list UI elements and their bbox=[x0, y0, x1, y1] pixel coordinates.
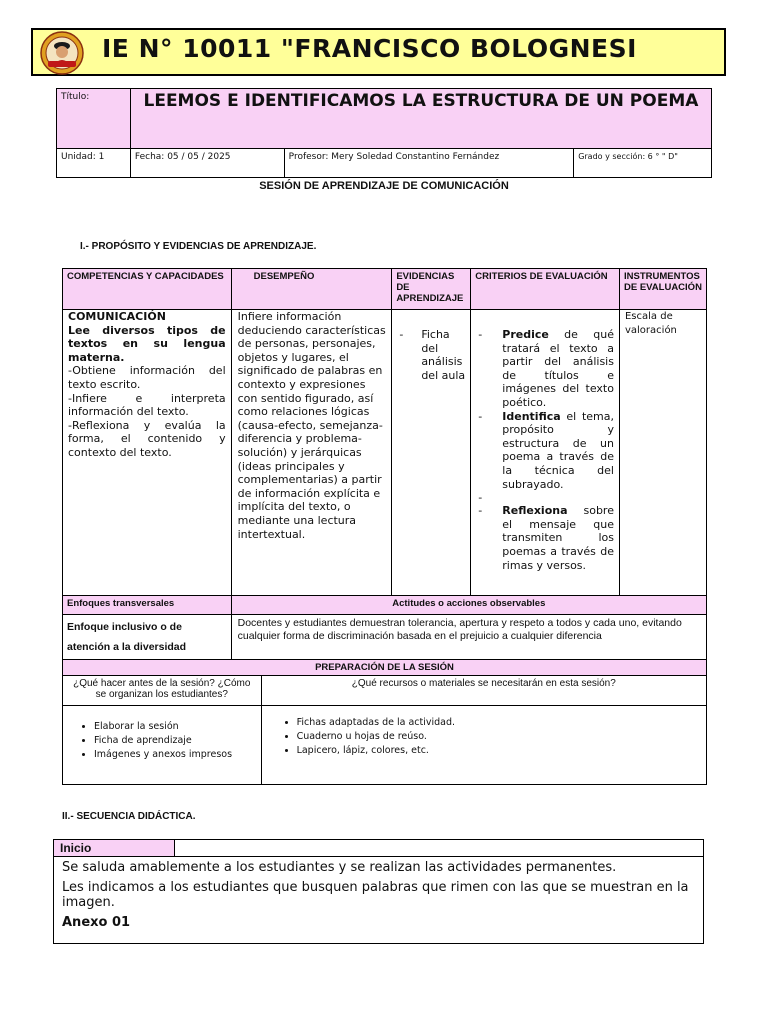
antes-header: ¿Qué hacer antes de la sesión? ¿Cómo se organizan los estudiantes? bbox=[63, 676, 262, 706]
school-name: IE N° 10011 "FRANCISCO BOLOGNESI bbox=[102, 34, 637, 63]
inicio-label: Inicio bbox=[54, 840, 175, 857]
title-label: Título: bbox=[57, 89, 131, 149]
grado-cell: Grado y sección: 6 ° " D" bbox=[574, 149, 712, 178]
criterio-item: - Reflexiona sobre el mensaje que transmiten los poemas a través de rimas y versos. bbox=[478, 504, 614, 572]
instrumento-cell: Escala de valoración bbox=[619, 310, 706, 596]
desempeno-cell: Infiere información deduciendo características de personas, personajes, objetos y lugares, el significado de palabras en contexto y expresiones con sentido figurado, así como relaciones lógicas (causa-efecto, semejanza-diferencia y problema-solución) y jerárquicas (ideas principales y complementarias) a partir de información explícita e implícita del texto, o mediante una lectura intertextual. bbox=[231, 310, 392, 596]
actitudes-header: Actitudes o acciones observables bbox=[231, 596, 706, 615]
session-title: LEEMOS E IDENTIFICAMOS LA ESTRUCTURA DE UN POEMA bbox=[130, 89, 711, 149]
inicio-paragraph-2: Les indicamos a los estudiantes que busquen palabras que rimen con las que se muestran en la imagen. bbox=[62, 880, 689, 910]
criterio-item: - Identifica el tema, propósito y estructura de un poema a través de la técnica del subrayado. bbox=[478, 409, 614, 491]
recurso-item: • Fichas adaptadas de la actividad. bbox=[297, 716, 705, 730]
section-1-title: I.- PROPÓSITO Y EVIDENCIAS DE APRENDIZAJE. bbox=[80, 241, 317, 252]
session-info-table bbox=[56, 88, 712, 178]
session-heading: SESIÓN DE APRENDIZAJE DE COMUNICACIÓN bbox=[259, 180, 509, 192]
fecha-cell: Fecha: 05 / 05 / 2025 bbox=[130, 149, 284, 178]
inicio-label-spacer bbox=[174, 840, 703, 857]
section-2-title: II.- SECUENCIA DIDÁCTICA. bbox=[62, 811, 196, 822]
header-criterios: CRITERIOS DE EVALUACIÓN bbox=[471, 269, 620, 310]
recurso-item: • Lapicero, lápiz, colores, etc. bbox=[297, 744, 705, 758]
capacidades-text: -Obtiene información del texto escrito. -Infiere e interpreta información del texto. -Reflexiona y evalúa la forma, el contenido y contexto del texto. bbox=[68, 364, 226, 459]
competencia-title: COMUNICACIÓN bbox=[68, 310, 166, 323]
inicio-paragraph-1: Se saluda amablemente a los estudiantes y se realizan las actividades permanentes. bbox=[62, 860, 617, 875]
competencias-cell bbox=[63, 310, 232, 596]
recurso-item: • Cuaderno u hojas de reúso. bbox=[297, 730, 705, 744]
criterios-cell bbox=[471, 310, 620, 596]
profesor-cell: Profesor: Mery Soledad Constantino Fernández bbox=[284, 149, 574, 178]
evidencia-text: Ficha del análisis del aula bbox=[421, 328, 466, 382]
enfoque-cell: Enfoque inclusivo o de atención a la diversidad bbox=[63, 615, 232, 660]
recursos-header: ¿Qué recursos o materiales se necesitarán en esta sesión? bbox=[261, 676, 706, 706]
anexo-label: Anexo 01 bbox=[62, 915, 131, 930]
inicio-table bbox=[53, 839, 704, 944]
competencia-sub: Lee diversos tipos de textos en su lengua materna. bbox=[68, 323, 226, 364]
inicio-body bbox=[54, 857, 704, 944]
preparacion-header: PREPARACIÓN DE LA SESIÓN bbox=[63, 660, 707, 676]
antes-item: • Imágenes y anexos impresos bbox=[94, 748, 260, 762]
purpose-table bbox=[62, 268, 707, 785]
antes-item: • Elaborar la sesión bbox=[94, 720, 260, 734]
recursos-cell bbox=[261, 706, 706, 785]
header-desempeno: DESEMPEÑO bbox=[231, 269, 392, 310]
antes-item: • Ficha de aprendizaje bbox=[94, 734, 260, 748]
header-competencias: COMPETENCIAS Y CAPACIDADES bbox=[63, 269, 232, 310]
criterio-item: - Predice de qué tratará el texto a partir del análisis de títulos e imágenes del texto poético. bbox=[478, 328, 614, 409]
evidencias-cell bbox=[392, 310, 471, 596]
criterio-item: - bbox=[478, 491, 483, 505]
school-logo bbox=[40, 31, 84, 75]
evidencia-dash: - bbox=[399, 328, 404, 341]
antes-cell bbox=[63, 706, 262, 785]
actitud-cell: Docentes y estudiantes demuestran tolerancia, apertura y respeto a todos y cada uno, evitando cualquier forma de discriminación basada en el prejuicio a cualquier diferencia bbox=[231, 615, 706, 660]
header-evidencias: EVIDENCIAS DE APRENDIZAJE bbox=[392, 269, 471, 310]
header-instrumentos: INSTRUMENTOS DE EVALUACIÓN bbox=[619, 269, 706, 310]
unidad-cell: Unidad: 1 bbox=[57, 149, 131, 178]
enfoques-header: Enfoques transversales bbox=[63, 596, 232, 615]
